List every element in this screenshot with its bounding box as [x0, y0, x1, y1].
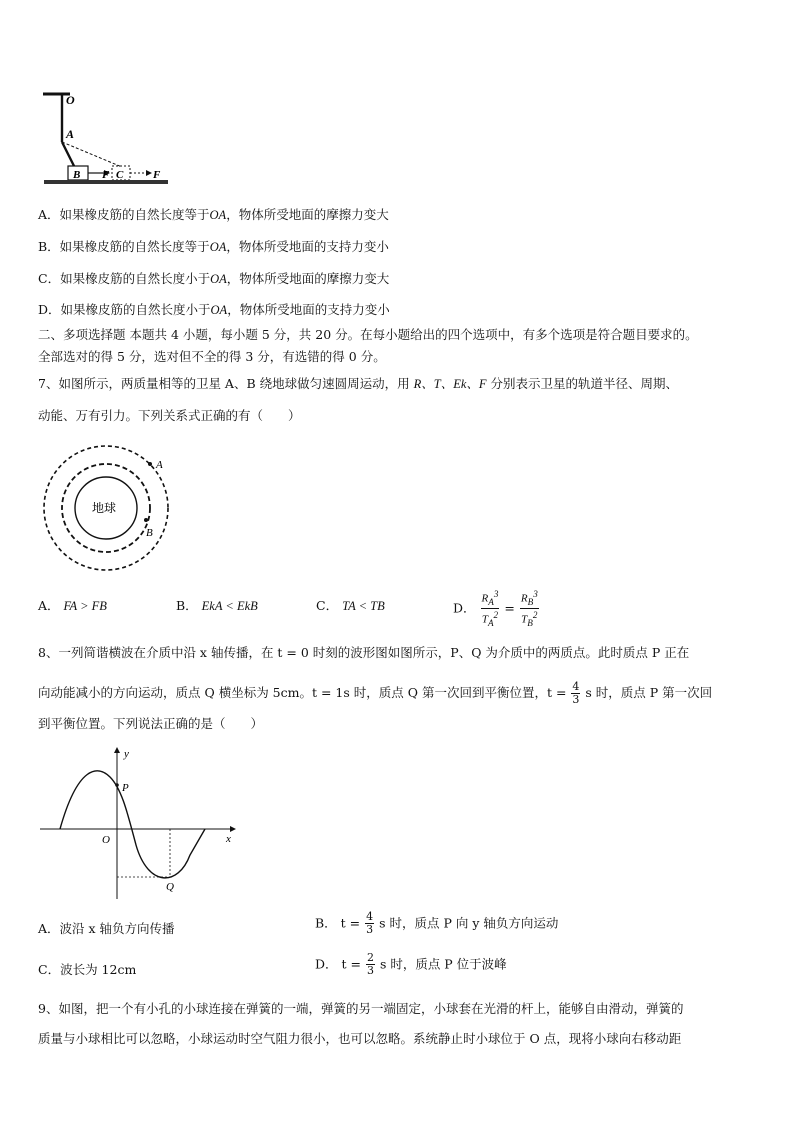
q6-label-o: O [66, 93, 75, 107]
section2-line2: 全部选对的得 5 分，选对但不全的得 3 分，有选错的得 0 分。 [38, 349, 386, 364]
q6-option-d-tail: ，物体所受地面的支持力变小 [227, 302, 390, 317]
oa-symbol: OA [210, 272, 227, 286]
q7-line2: 动能、万有引力。下列关系式正确的有（ ） [38, 408, 301, 423]
q7-option-b-expr: EkA < EkB [201, 599, 258, 613]
satellite-a-dot [148, 462, 152, 466]
q7-line1-b: 分别表示卫星的轨道半径、周期、 [490, 376, 679, 391]
q7-option-a-label: A． [38, 598, 60, 613]
q7-option-b [176, 598, 258, 614]
satellite-b-dot [144, 518, 148, 522]
q6-label-f1: F [102, 169, 110, 181]
q9-line2: 质量与小球相比可以忽略，小球运动时空气阻力很小，也可以忽略。系统静止时小球位于 O 点，现将小球向右移动距 [38, 1031, 682, 1046]
q8-line2-a: 向动能减小的方向运动，质点 Q 横坐标为 5cm。t = 1s 时，质点 Q 第一次回到平衡位置，t = [38, 685, 567, 700]
q7-option-a [38, 598, 107, 614]
q7-option-b-label: B． [176, 598, 198, 613]
q8-option-b-pre: B． t = [315, 915, 361, 931]
q7-option-a-expr: FA > FB [63, 599, 107, 613]
q6-option-a [38, 207, 389, 223]
earth-label: 地球 [92, 501, 117, 515]
q8-option-b-fraction [365, 911, 374, 936]
q7-line1-a: 7、如图所示，两质量相等的卫星 A、B 绕地球做匀速圆周运动，用 [38, 376, 410, 391]
q6-label-b: B [73, 169, 81, 181]
q6-option-d [38, 302, 390, 318]
q7-option-d: D． $\frac{R_A^3}{T_A^2}$ = $\frac{R_B^3}{T_B^2}$ [453, 589, 538, 628]
q6-label-a: A [66, 127, 75, 141]
q8-option-d [315, 952, 507, 977]
q8-line2-b: s 时，质点 P 第一次回 [585, 685, 713, 700]
q7-option-d-label: D． [453, 600, 476, 616]
frac-den: 3 [366, 964, 374, 977]
q6-option-c [38, 271, 389, 287]
q6-option-d-text: D．如果橡皮筋的自然长度小于 [38, 302, 211, 317]
q8-option-b-post: s 时，质点 P 向 y 轴负方向运动 [379, 915, 559, 931]
q7-option-c [316, 598, 385, 614]
frac-den: 3 [366, 923, 374, 936]
satellite-b-label: B [146, 527, 153, 539]
graph-y-label: y [124, 748, 129, 760]
frac-den: 3 [572, 693, 580, 706]
satellite-a-label: A [156, 459, 163, 471]
q8-option-d-fraction [366, 952, 375, 977]
frac-num: 2 [366, 951, 374, 964]
q8-wave-graph [38, 745, 238, 900]
q8-line2 [38, 681, 712, 706]
graph-p-label: P [122, 782, 129, 794]
q7-option-c-expr: TA < TB [342, 599, 385, 613]
q8-option-d-pre: D． t = [315, 956, 361, 972]
q6-option-b-text: B．如果橡皮筋的自然长度等于 [38, 239, 210, 254]
q6-option-a-text: A．如果橡皮筋的自然长度等于 [38, 207, 210, 222]
oa-symbol: OA [209, 208, 227, 222]
q6-option-c-text: C．如果橡皮筋的自然长度小于 [38, 271, 211, 286]
q6-option-c-tail: ，物体所受地面的摩擦力变大 [226, 271, 390, 286]
q7-orbit-figure [44, 445, 174, 573]
q8-line2-fraction [571, 681, 580, 706]
graph-q-label: Q [166, 881, 174, 893]
q7-symbols: R、T、Ek、F [413, 377, 487, 391]
q7-option-d-left-fraction: $\frac{R_A^3}{T_A^2}$ [481, 589, 499, 628]
graph-x-label: x [226, 833, 231, 845]
q8-line1: 8、一列简谐横波在介质中沿 x 轴传播，在 t = 0 时刻的波形图如图所示，P、Q 为介质中的两质点。此时质点 P 正在 [38, 645, 690, 660]
oa-symbol: OA [210, 303, 228, 317]
q6-label-c: C [116, 169, 124, 181]
graph-origin-label: O [102, 834, 110, 846]
section2-line1: 二、多项选择题 本题共 4 小题，每小题 5 分，共 20 分。在每小题给出的四个选项中，有多个选项是符合题目要求的。 [38, 327, 698, 342]
q8-line3: 到平衡位置。下列说法正确的是（ ） [38, 716, 264, 731]
q7-option-c-label: C． [316, 598, 339, 613]
q6-option-a-tail: ，物体所受地面的摩擦力变大 [226, 207, 389, 222]
q8-option-a: A．波沿 x 轴负方向传播 [38, 921, 175, 936]
q6-label-f2: F [153, 169, 161, 181]
q6-figure [40, 90, 180, 190]
q7-line1 [38, 376, 678, 392]
frac-num: 4 [572, 680, 580, 693]
q8-option-c: C．波长为 12cm [38, 962, 137, 977]
q8-option-b [315, 911, 558, 936]
oa-symbol: OA [209, 240, 227, 254]
frac-num: 4 [366, 910, 374, 923]
q9-line1: 9、如图，把一个有小孔的小球连接在弹簧的一端，弹簧的另一端固定，小球套在光滑的杆上，能够自由滑动，弹簧的 [38, 1001, 684, 1016]
q8-option-d-post: s 时，质点 P 位于波峰 [379, 956, 507, 972]
q6-option-b-tail: ，物体所受地面的支持力变小 [226, 239, 389, 254]
point-p-dot [115, 783, 119, 787]
q6-option-b [38, 239, 389, 255]
q7-option-d-right-fraction: $\frac{R_B^3}{T_B^2}$ [520, 589, 538, 628]
